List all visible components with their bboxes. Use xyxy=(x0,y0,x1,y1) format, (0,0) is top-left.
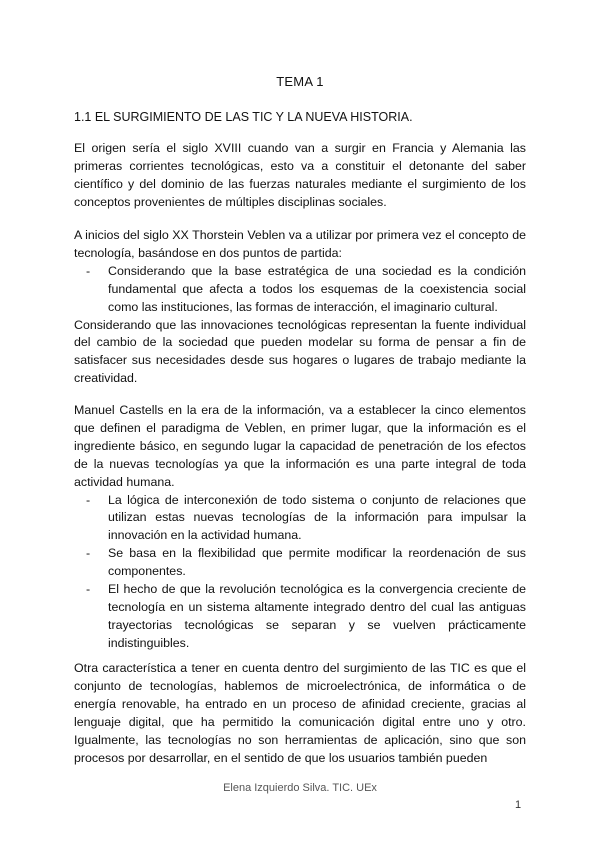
paragraph: A inicios del siglo XX Thorstein Veblen va a utilizar por primera vez el concepto de tecnología, basándose en dos puntos de partida: xyxy=(74,228,526,260)
paragraph: Considerando que las innovaciones tecnológicas representan la fuente individual del cambio de la sociedad que pueden modelar su forma de pensar a fin de satisfacer sus necesidades desde sus hogares o lugares de trabajo mediante la creatividad. xyxy=(74,317,526,386)
page-footer: Elena Izquierdo Silva. TIC. UEx xyxy=(223,782,377,794)
list-item: - Considerando que la base estratégica de una sociedad es la condición fundamental que afecta a todos los esquemas de la coexistencia social como las instituciones, las formas de interacción, el imaginario cultural. xyxy=(108,263,526,317)
bullet-list-castells xyxy=(74,492,526,653)
body-section-veblen xyxy=(74,227,526,388)
list-item: - Se basa en la flexibilidad que permite modificar la reordenación de sus componentes. xyxy=(108,545,526,581)
list-item: - La lógica de interconexión de todo sistema o conjunto de relaciones que utilizan estas nuevas tecnologías de la información para impulsar la innovación en la actividad humana. xyxy=(108,492,526,546)
paragraph: Otra característica a tener en cuenta dentro del surgimiento de las TIC es que el conjunto de tecnologías, hablemos de microelectrónica, de informática o de energía renovable, ha entrado en un proceso de afinidad creciente, gracias al lenguaje digital, que ha permitido la comunicación digital entre uno y otro. Igualmente, las tecnologías no son herramientas de aplicación, sino que son procesos por desarrollar, en el sentido de que los usuarios también pueden xyxy=(74,661,526,765)
body-section-castells xyxy=(74,402,526,653)
page-number: 1 xyxy=(515,799,522,811)
section-heading: 1.1 EL SURGIMIENTO DE LAS TIC Y LA NUEVA HISTORIA. xyxy=(74,110,413,124)
body-paragraph-origin xyxy=(74,140,526,212)
page-title: TEMA 1 xyxy=(276,74,324,89)
paragraph: El origen sería el siglo XVIII cuando van a surgir en Francia y Alemania las primeras corrientes tecnológicas, esto va a constituir el detonante del saber científico y del dominio de las fuerzas naturales mediante el surgimiento de los conceptos provenientes de múltiples disciplinas sociales. xyxy=(74,141,526,209)
paragraph: Manuel Castells en la era de la información, va a establecer la cinco elementos que definen el paradigma de Veblen, en primer lugar, que la información es el ingrediente básico, en segundo lugar la capacidad de penetración de los efectos de la nuevas tecnologías ya que la información es una parte integral de toda actividad humana. xyxy=(74,403,526,489)
list-item: - El hecho de que la revolución tecnológica es la convergencia creciente de tecnología en un sistema altamente integrado dentro del cual las antiguas trayectorias tecnológicas se separan y se vuelven prácticamente indistinguibles. xyxy=(108,581,526,653)
body-paragraph-tic xyxy=(74,660,526,767)
bullet-list-veblen xyxy=(74,263,526,317)
